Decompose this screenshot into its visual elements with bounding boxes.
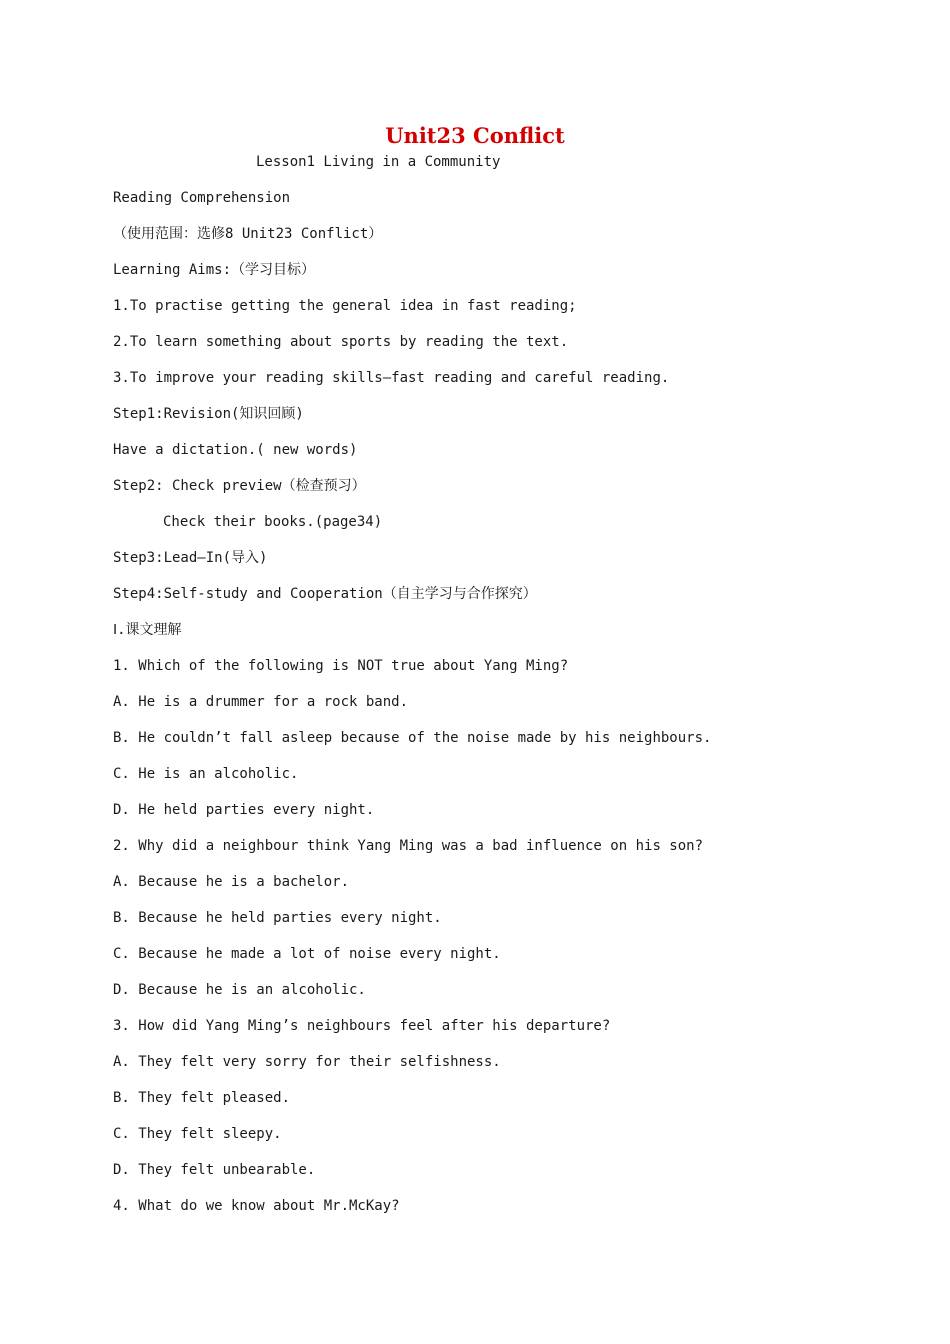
question: 2. Why did a neighbour think Yang Ming was a bad influence on his son?	[113, 838, 704, 854]
question: 4. What do we know about Mr.McKay?	[113, 1198, 400, 1214]
answer-option: B. He couldn’t fall asleep because of the noise made by his neighbours.	[113, 730, 712, 746]
answer-option: C. Because he made a lot of noise every night.	[113, 946, 501, 962]
answer-option: C. He is an alcoholic.	[113, 766, 299, 782]
aim-item: 2.To learn something about sports by reading the text.	[113, 334, 569, 350]
answer-option: D. Because he is an alcoholic.	[113, 982, 366, 998]
usage-scope: （使用范围：选修8 Unit23 Conflict）	[113, 226, 383, 242]
answer-option: C. They felt sleepy.	[113, 1126, 282, 1142]
step-heading: Step2: Check preview（检查预习）	[113, 478, 366, 494]
document-body	[113, 187, 893, 1231]
step-heading: Step4:Self-study and Cooperation（自主学习与合作探究）	[113, 586, 537, 602]
answer-option: A. Because he is a bachelor.	[113, 874, 350, 890]
answer-option: D. They felt unbearable.	[113, 1162, 316, 1178]
question: 3. How did Yang Ming’s neighbours feel after his departure?	[113, 1018, 611, 1034]
step-heading: Step1:Revision(知识回顾)	[113, 406, 304, 422]
step-text: Have a dictation.( new words)	[113, 442, 358, 458]
document-title: Unit23 Conflict	[385, 123, 565, 148]
learning-aims-heading: Learning Aims:（学习目标）	[113, 262, 316, 278]
question: 1. Which of the following is NOT true about Yang Ming?	[113, 658, 569, 674]
answer-option: D. He held parties every night.	[113, 802, 375, 818]
step-heading: Step3:Lead—In(导入)	[113, 550, 268, 566]
aim-item: 1.To practise getting the general idea in fast reading;	[113, 298, 577, 314]
section-heading: Reading Comprehension	[113, 190, 291, 206]
answer-option: A. They felt very sorry for their selfishness.	[113, 1054, 501, 1070]
lesson-subtitle: Lesson1 Living in a Community	[256, 154, 501, 170]
answer-option: A. He is a drummer for a rock band.	[113, 694, 409, 710]
step-text: Check their books.(page34)	[163, 514, 383, 530]
part-heading: Ⅰ.课文理解	[113, 622, 182, 638]
aim-item: 3.To improve your reading skills—fast reading and careful reading.	[113, 370, 670, 386]
answer-option: B. Because he held parties every night.	[113, 910, 442, 926]
answer-option: B. They felt pleased.	[113, 1090, 291, 1106]
